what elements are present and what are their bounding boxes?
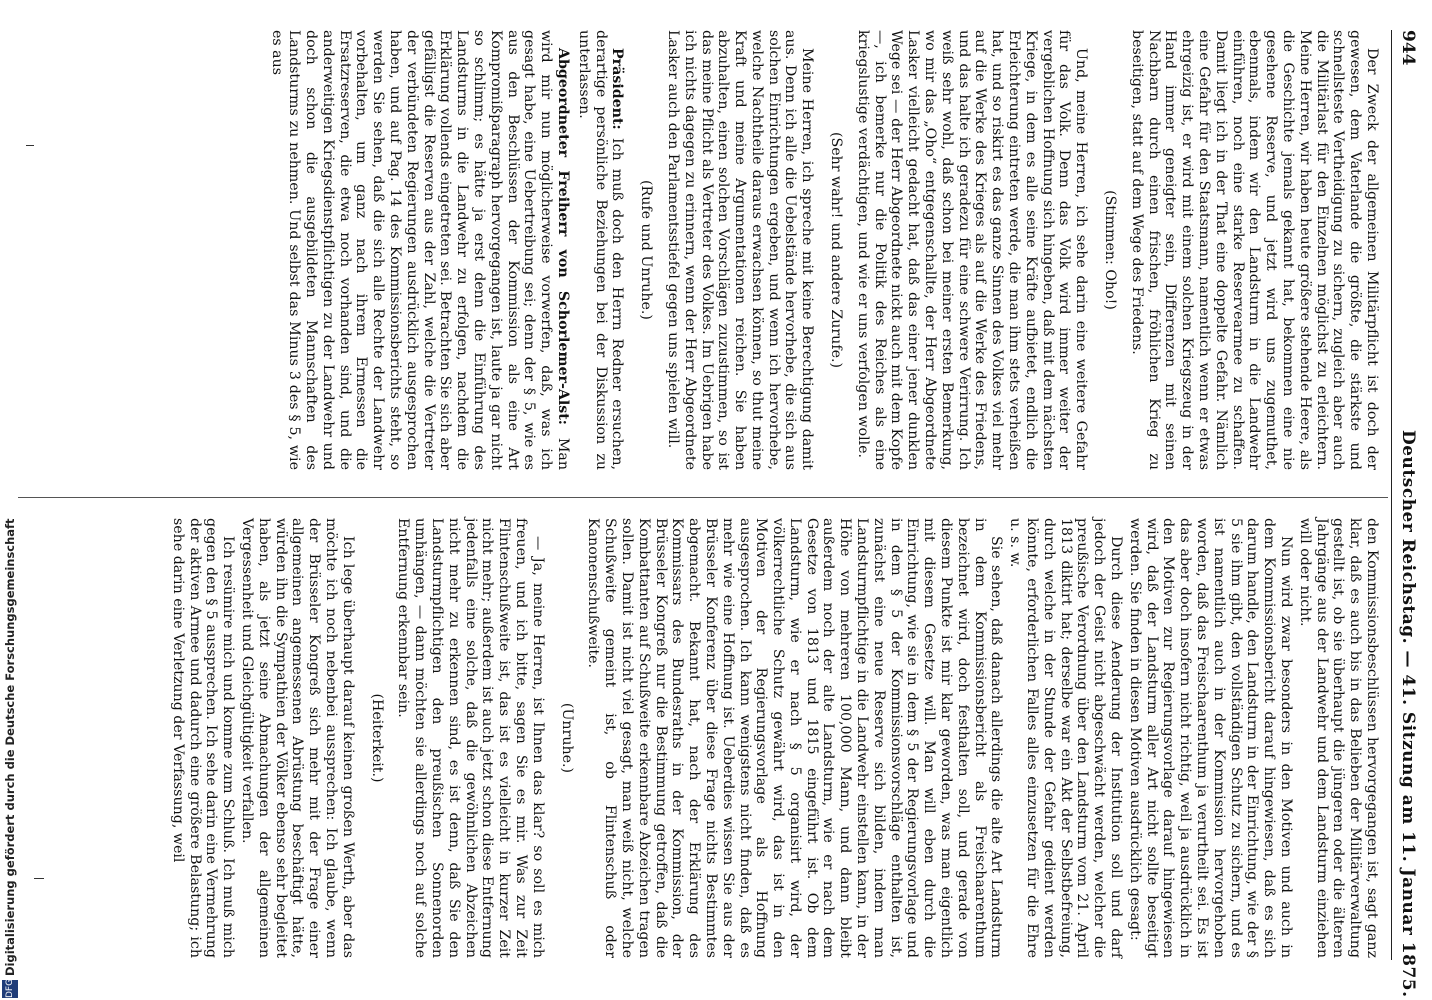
right-column — [167, 518, 1380, 958]
column-divider — [18, 497, 1388, 498]
paragraph: — Ja, meine Herren, ist Ihnen das klar? so soll es mich freuen, und ich bitte, sagen Sie es mir. Was zur Zeit Flintenschußweite ist, das ist es vielleicht in kurzer Zeit nicht mehr; außerdem ist auch jetzt schon diese Entfernung jedenfalls eine solche, daß die gewöhnlichen Abzeichen nicht mehr zu erkennen sind, es ist denn, daß Sie den Landsturmpflichtigen den preußischen Sonnenorden umhängen, — dann möchten sie allerdings noch auf solche Entfernung erkennbar sein. — [395, 518, 546, 958]
interjection: (Stimmen: Oho!) — [1102, 190, 1119, 310]
paragraph: Sie sehen, daß danach allerdings die alte Art Landsturm in dem Kommissionsbericht als Freischaarenthum bezeichnet wird, doch festhalten soll, und gerade von diesem Punkte ist mir klar geworden, was man eigentlich mit diesem Gesetze will. Man will eben durch die Einrichtung, wie sie in dem § 5 der Regierungsvorlage und in dem § 5 der Kommissionsvorschläge enthalten ist, zunächst eine neue Reserve sich bilden, indem man Landsturmpflichtige in die Landwehr einstellen kann, in der Höhe von mehreren 100,000 Mann, und dann bleibt außerdem noch der alte Landsturm, wie er nach dem Gesetze von 1813 und 1815 eingeführt ist. Ob dem Landsturm, wie er nach § 5 organisirt wird, der völkerrechtliche Schutz gewährt wird, das ist in den Motiven der Regierungsvorlage als Hoffnung ausgesprochen. Ich kann wenigstens nicht finden, daß es mehr wie eine Hoffnung ist. Ueberdies wissen Sie aus der Brüsseler Konferenz über diese Frage nichts Bestimmtes abgemacht. Bekannt hat, nach der Erklärung des Kommissars des Bundesraths in der Kommission, der Brüsseler Kongreß nur die Bestimmung getroffen, daß die Kombattanten auf Schußweite erkennbare Abzeichen tragen sollen. Damit ist nicht viel gesagt, man weiß nicht, welche Schußweite gemeint ist, ob Flintenschuß oder Kanonenschußweite. — [585, 518, 1005, 958]
paragraph: den Kommissionsbeschlüssen hervorgegangen ist, sagt ganz klar, daß es auch bis in das Belieben der Militärverwaltung gestellt ist, ob sie überhaupt die jüngeren oder die älteren Jahrgänge aus der Landwehr und dem Landsturm einziehen will oder nicht. — [1296, 518, 1380, 958]
interjection: (Sehr wahr! und andere Zurufe.) — [828, 131, 845, 369]
scan-mark — [34, 878, 44, 879]
paragraph: Und, meine Herren, ich sehe darin eine weitere Gefahr für das Volk. Denn das Volk wird immer weiter der vergeblichen Hoffnung sich hingeben, daß mit dem nächsten Kriege, in dem es alle seine Kräfte aufbietet, endlich die Erleichterung eintreten werde, die man ihm stets verheißen hat, und so riskirt es das ganze Sinnen des Volkes viel mehr auf die Werke des Krieges als auf die Werke des Friedens, und das halte ich geradezu für eine schwere Verirrung. Ich weiß sehr wohl, daß schon bei meiner ersten Bemerkung, wo mir das „Oho“ entgegenschallte, der Herr Abgeordnete Lasker vielleicht gedacht hat, daß das einer jener dunklen Wege sei — der Herr Abgeordnete nickt auch mit dem Kopfe —, ich bemerke nur die Politik des Reiches als eine kriegslustige verdächtigen, und wie er uns verfolgen wolle. — [854, 30, 1090, 470]
header-rule — [1391, 30, 1392, 960]
left-column — [267, 30, 1380, 470]
footer-credit — [0, 0, 20, 1000]
speech-text: Ich muß doch den Herrn Redner ersuchen, derartige persönliche Beziehungen bei der Diskussion zu unterlassen. — [575, 30, 626, 470]
scan-mark — [26, 145, 34, 146]
paragraph: Meine Herren, ich spreche mit keine Berechtigung damit aus. Denn ich alle die Uebelstände hervorhebe, die sich aus solchen Einrichtungen ergeben, und wenn ich hervorhebe, welche Nachtheile daraus erwachsen können, so thut meine Kraft und meine Argumentationen reichen. Sie haben abzuhalten, einen solchen Vorschlägen zuzustimmen, so ist das meine Pflicht als Vertreter des Volkes. Im Uebrigen habe ich nichts dagegen zu erinnern, wenn der Herr Abgeordnete Lasker auch den Parlamentsstiefel gegen uns spielen will. — [664, 30, 816, 470]
paragraph: Ich lege überhaupt darauf keinen großen Werth, aber das möchte ich noch nebenbei aussprechen: Ich glaube, wenn der Brüsseler Kongreß sich mehr mit der Frage einer allgemeinen angemessenen Abrüstung beschäftigt hätte, würden ihn die Sympathien der Völker ebenso sehr begleitet haben, als jetzt seine Abmachungen der allgemeinen Vergessenheit und Gleichgültigkeit verfallen. — [239, 518, 356, 958]
paragraph: Ich resümire mich und komme zum Schluß. Ich muß mich gegen den § 5 aussprechen. Ich sehe darin eine Vermehrung der aktiven Armee und dadurch eine größere Belastung; ich sehe darin eine Verletzung der Verfassung, weil — [169, 518, 237, 958]
speech-text: Man wird mir nun möglicherweise vorwerfen, daß, was ich gesagt habe, eine Uebertreibung sei; denn der § 5, wie es aus den Beschlüssen der Kommission als eine Art Kompromißparagraph hervorgegangen ist, laute ja gar nicht so schlimm; es hätte ja erst denn die Einführung des Landsturms in die Landwehr zu erfolgen, nachdem die Erklärung vollends eingetreten sei. Betrachten Sie sich aber gefälligst die Reserven aus der Zahl, welche die Vertreter der verbündeten Regierungen ausdrücklich ausgesprochen haben, und auf Pag. 14 des Kommissionsberichts steht, so werden Sie sehen, daß die sich alle Rechte der Landwehr vorbehalten, um ganz nach ihrem Ermessen die Ersatzreserven, die etwa noch vorhanden sind, und die anderweitigen Kriegsdienstpflichtigen zu der Landwehr und doch schon die ausgebildeten Mannschaften des Landsturms zu nehmen. Und selbst das Minus 3 des § 5, wie es aus — [269, 30, 571, 470]
digitization-credit: Digitalisierung gefördert durch die Deutsche Forschungsgemeinschaft — [3, 518, 17, 976]
quoted-paragraph: Durch diese Aenderung der Institution soll und darf jedoch der Geist nicht abgeschwächt werden, welcher die preußische Verordnung über den Landsturm vom 21. April 1813 diktirt hat; derselbe war ein Akt der Selbstbefreiung, durch welche in der Stunde der Gefahr gedient werden könnte, erforderlichen Falles alles einzusetzen für die Ehre u. s. w. — [1007, 518, 1125, 958]
interjection: (Rufe und Unruhe.) — [638, 180, 655, 320]
paragraph: Der Zweck der allgemeinen Militärpflicht ist doch der gewesen, dem Vaterlande die größte, die stärkste und schnellsteste Vertheidigung zu sichern, zugleich aber auch die Militärlast für den Einzelnen möglichst zu erleichtern. Meine Herren, wir haben heute größere stehende Heere, als die Geschichte jemals gekannt hat, bekommen eine nie gesehene Reserve, und jetzt wird uns zugemuthet, ebenmals, indem wir den Landsturm in die Landwehr einführen, noch eine starke Reservearmee zu schaffen. Damit liegt ich in der That eine doppelte Gefahr. Nämlich eine Gefahr für den Staatsmann, namentlich wenn er etwas ehrgeizig ist, er wird mit einem solchen Kriegszeug in der Hand immer geneigter sein, Differenzen mit seinen Nachbarn durch einen frischen, fröhlichen Krieg zu beseitigen, statt auf dem Wege des Friedens. — [1128, 30, 1380, 470]
speaker-paragraph — [269, 30, 571, 470]
speaker-paragraph — [575, 30, 625, 470]
dfg-logo: DFG — [2, 980, 18, 998]
interjection: (Unruhe.) — [558, 702, 575, 774]
running-title: Deutscher Reichstag. — 41. Sitzung am 11. Januar 1875. — [1398, 430, 1418, 998]
paragraph: Nun wird zwar besonders in den Motiven und auch in dem Kommissionsbericht darauf hingewiesen, daß es sich darum handle, den Landsturm in der Einrichtung, wie der § 5 sie ihm gibt, den vollständigen Schutz zu sichern, und es ist namentlich auch in der Kommission hervorgehoben worden, daß das Freischaarenthum ja verurtheilt sei. Es ist das aber doch insofern nicht richtig, weil ja ausdrücklich in den Motiven zur Regierungsvorlage darauf hingewiesen wird, daß der Landsturm aller Art nicht sollte beseitigt werden. Sie finden in diesen Motiven ausdrücklich gesagt: — [1126, 518, 1295, 958]
speaker-name: Präsident: — [609, 48, 626, 130]
speaker-name: Abgeordneter Freiherr von Schorlemer-Alst: — [554, 48, 571, 426]
interjection: (Heiterkeit.) — [368, 693, 385, 783]
page-header — [1392, 0, 1422, 1000]
page-number: 944 — [1398, 30, 1418, 66]
